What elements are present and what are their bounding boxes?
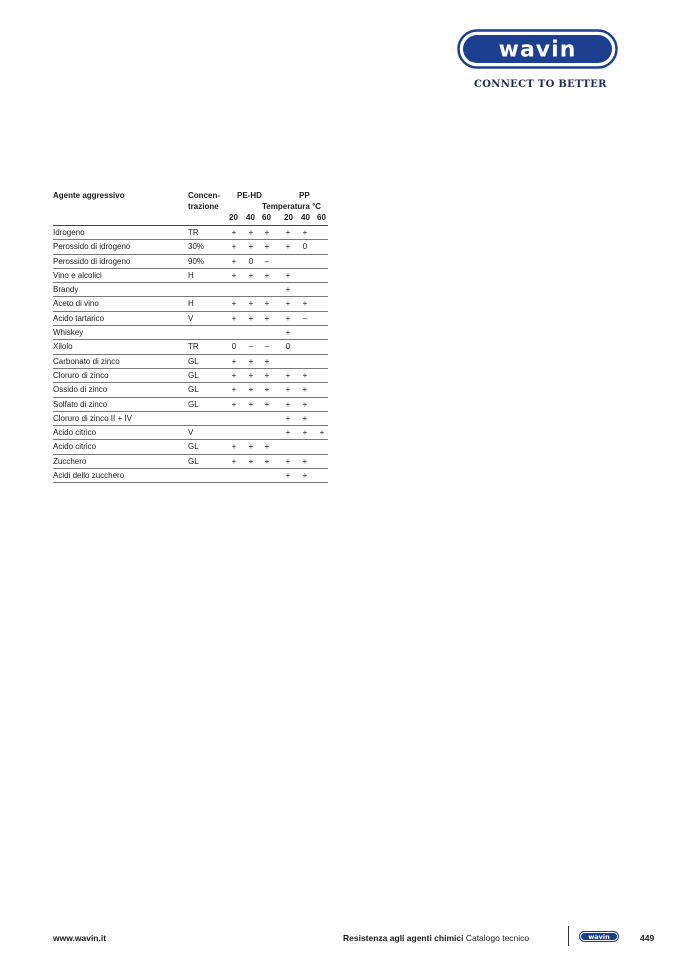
pehd-rating: + — [264, 242, 270, 252]
table-row — [53, 340, 328, 354]
concentration: TR — [188, 342, 199, 352]
pp-rating: + — [302, 471, 308, 481]
pehd-rating: 0 — [231, 342, 237, 352]
pehd-rating: + — [231, 370, 237, 380]
pehd-rating: + — [248, 270, 254, 280]
pp-rating: + — [285, 471, 291, 481]
pp-rating: + — [302, 385, 308, 395]
footer-divider — [568, 926, 569, 946]
pp-rating: + — [285, 413, 291, 423]
footer-title-rest: Catalogo tecnico — [463, 933, 530, 943]
pehd-rating: + — [248, 313, 254, 323]
pp-rating: + — [302, 399, 308, 409]
pehd-rating: + — [264, 442, 270, 452]
pp-rating: + — [302, 228, 308, 237]
pehd-rating: + — [264, 228, 270, 237]
pp-rating: + — [285, 228, 291, 237]
table-row — [53, 369, 328, 383]
pehd-rating: + — [248, 228, 254, 237]
wavin-mini-logo — [579, 931, 619, 942]
table-row — [53, 240, 328, 254]
table-row — [53, 355, 328, 369]
header-temperature: Temperatura °C — [262, 202, 322, 211]
agent-name: Vino e alcolici — [53, 270, 102, 280]
header-temp-col: 60 — [317, 213, 326, 222]
pp-rating: 0 — [285, 342, 291, 352]
pehd-rating: + — [264, 356, 270, 366]
pehd-rating: + — [231, 228, 237, 237]
pehd-rating: + — [248, 356, 254, 366]
pehd-rating: – — [248, 342, 254, 352]
pp-rating: + — [302, 428, 308, 438]
concentration: GL — [188, 456, 199, 466]
concentration: V — [188, 313, 194, 323]
header-temp-col: 40 — [301, 213, 310, 222]
pehd-rating: + — [248, 399, 254, 409]
pp-rating: + — [285, 456, 291, 466]
pp-rating: + — [285, 313, 291, 323]
pp-rating: + — [302, 299, 308, 309]
agent-name: Perossido di idrogeno — [53, 242, 131, 252]
pp-rating: + — [302, 413, 308, 423]
pp-rating: + — [285, 270, 291, 280]
table-row — [53, 469, 328, 483]
table-row — [53, 412, 328, 426]
table-row — [53, 383, 328, 397]
pehd-rating: + — [264, 370, 270, 380]
pehd-rating: + — [264, 385, 270, 395]
pehd-rating: + — [231, 313, 237, 323]
footer-title-bold: Resistenza agli agenti chimici — [343, 933, 464, 943]
agent-name: Solfato di zinco — [53, 399, 108, 409]
pp-rating: + — [285, 399, 291, 409]
agent-name: Cloruro di zinco II + IV — [53, 413, 132, 423]
header-temp-col: 20 — [229, 213, 238, 222]
pehd-rating: + — [231, 299, 237, 309]
agent-name: Ossido di zinco — [53, 385, 108, 395]
pehd-rating: + — [264, 270, 270, 280]
pp-rating: + — [285, 299, 291, 309]
pp-rating: + — [285, 328, 291, 338]
table-header — [53, 190, 328, 226]
brand-tagline: CONNECT TO BETTER — [474, 79, 607, 90]
logo-text: wavin — [498, 37, 577, 63]
pehd-rating: – — [264, 256, 270, 266]
pp-rating: + — [285, 285, 291, 295]
pp-rating: + — [285, 428, 291, 438]
pehd-rating: + — [264, 313, 270, 323]
pehd-rating: + — [248, 385, 254, 395]
pehd-rating: + — [248, 442, 254, 452]
agent-name: Idrogeno — [53, 228, 85, 237]
concentration: 90% — [188, 256, 205, 266]
pp-rating: + — [285, 370, 291, 380]
pehd-rating: – — [264, 342, 270, 352]
pehd-rating: + — [231, 442, 237, 452]
concentration: H — [188, 299, 194, 309]
pehd-rating: + — [248, 456, 254, 466]
concentration: GL — [188, 370, 199, 380]
concentration: TR — [188, 228, 199, 237]
footer-title — [343, 933, 529, 943]
table-body — [53, 226, 328, 483]
pehd-rating: + — [248, 242, 254, 252]
agent-name: Xilolo — [53, 342, 73, 352]
concentration: GL — [188, 399, 199, 409]
table-row — [53, 398, 328, 412]
header-temp-col: 60 — [262, 213, 271, 222]
pehd-rating: + — [264, 299, 270, 309]
table-row — [53, 426, 328, 440]
concentration: V — [188, 428, 194, 438]
concentration: H — [188, 270, 194, 280]
agent-name: Whiskey — [53, 328, 84, 338]
table-row — [53, 226, 328, 240]
pp-rating: 0 — [302, 242, 308, 252]
pehd-rating: + — [248, 299, 254, 309]
pehd-rating: + — [231, 256, 237, 266]
pp-rating: + — [285, 385, 291, 395]
table-row — [53, 326, 328, 340]
agent-name: Brandy — [53, 285, 79, 295]
pehd-rating: + — [231, 399, 237, 409]
pehd-rating: + — [231, 456, 237, 466]
header-temp-col: 20 — [284, 213, 293, 222]
wavin-logo — [457, 29, 618, 69]
table-row — [53, 440, 328, 454]
pp-rating: + — [302, 456, 308, 466]
table-row — [53, 269, 328, 283]
page-number: 449 — [640, 933, 655, 943]
agent-name: Aceto di vino — [53, 299, 99, 309]
pehd-rating: + — [231, 385, 237, 395]
agent-name: Acido tartarico — [53, 313, 105, 323]
concentration: GL — [188, 385, 199, 395]
pehd-rating: 0 — [248, 256, 254, 266]
concentration: GL — [188, 442, 199, 452]
header-pp: PP — [299, 191, 310, 200]
concentration: 30% — [188, 242, 205, 252]
mini-logo-text: wavin — [588, 933, 610, 941]
table-row — [53, 283, 328, 297]
pehd-rating: + — [264, 456, 270, 466]
header-conc-line2: trazione — [188, 202, 219, 211]
agent-name: Carbonato di zinco — [53, 356, 120, 366]
pehd-rating: + — [248, 370, 254, 380]
agent-name: Zucchero — [53, 456, 87, 466]
concentration: GL — [188, 356, 199, 366]
agent-name: Acidi dello zucchero — [53, 471, 125, 481]
pp-rating: – — [302, 313, 308, 323]
agent-name: Perossido di idrogeno — [53, 256, 131, 266]
table-row — [53, 255, 328, 269]
header-agent: Agente aggressivo — [53, 191, 125, 200]
pehd-rating: + — [231, 270, 237, 280]
chemical-resistance-table — [53, 190, 328, 483]
agent-name: Acido citrico — [53, 442, 97, 452]
pp-rating: + — [285, 242, 291, 252]
table-row — [53, 297, 328, 311]
header-conc-line1: Concen- — [188, 191, 220, 200]
footer-url[interactable]: www.wavin.it — [53, 933, 107, 943]
pp-rating: + — [319, 428, 325, 438]
header-temp-col: 40 — [246, 213, 255, 222]
agent-name: Cloruro di zinco — [53, 370, 109, 380]
table-row — [53, 455, 328, 469]
pehd-rating: + — [264, 399, 270, 409]
agent-name: Acido citrico — [53, 428, 97, 438]
pp-rating: + — [302, 370, 308, 380]
pehd-rating: + — [231, 356, 237, 366]
table-row — [53, 312, 328, 326]
header-pehd: PE-HD — [237, 191, 262, 200]
pehd-rating: + — [231, 242, 237, 252]
